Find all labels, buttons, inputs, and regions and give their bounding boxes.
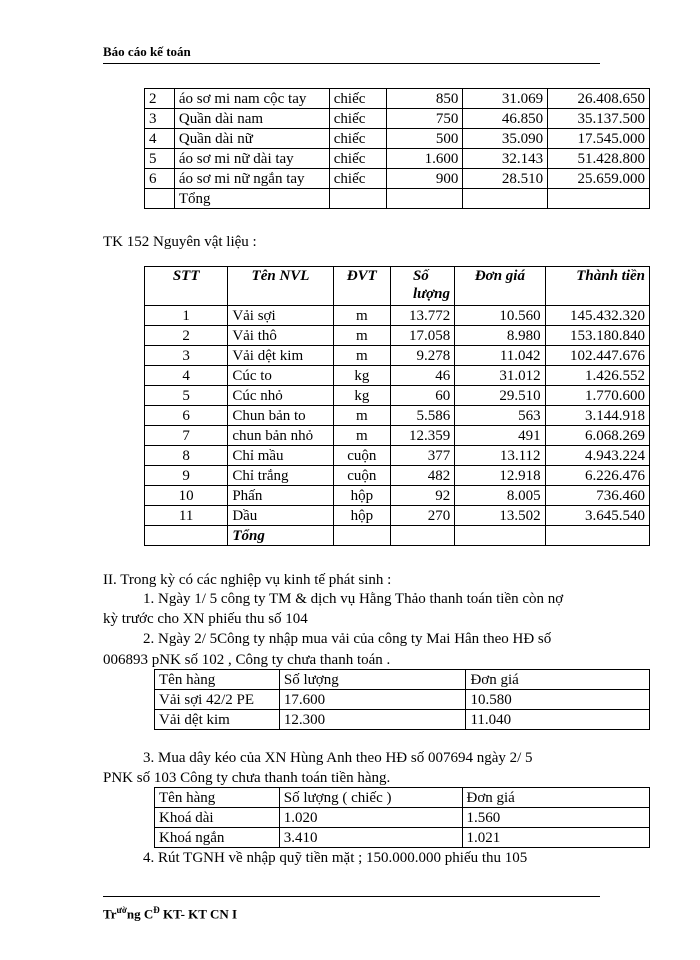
table-cell: 4 [145,366,228,386]
table-cell: 35.137.500 [548,109,650,129]
table-cell: 491 [455,426,545,446]
column-header: ĐVT [333,267,390,306]
table-cell: chiếc [329,89,386,109]
total-row [145,526,650,546]
table-cell: 3.144.918 [545,406,649,426]
table-row [145,109,650,129]
table-cell: 6.226.476 [545,466,649,486]
zipper-purchase-table [154,787,650,848]
table-cell [333,526,390,546]
table-cell: Vải sợi 42/2 PE [155,690,280,710]
section2-heading: II. Trong kỳ có các nghiệp vụ kinh tế phát sinh : [103,572,392,588]
table-cell: áo sơ mi nam cộc tay [174,89,329,109]
table-cell: 35.090 [463,129,548,149]
page-header-title: Báo cáo kế toán [103,44,191,59]
item3-line2: PNK số 103 Công ty chưa thanh toán tiền hàng. [103,770,391,786]
table-cell: 17.058 [390,326,454,346]
table-cell: 12.359 [390,426,454,446]
footer-rule [103,896,600,897]
table-cell: 32.143 [463,149,548,169]
table-row [145,386,650,406]
table-cell: 10.580 [466,690,650,710]
table-cell [329,189,386,209]
table-cell: 500 [386,129,463,149]
total-label: Tổng [228,526,333,546]
table-cell: Cúc nhỏ [228,386,333,406]
column-header: Tên hàng [155,788,280,808]
table-row [145,129,650,149]
table-cell: 26.408.650 [548,89,650,109]
table-row [145,486,650,506]
total-label: Tổng [174,189,329,209]
table-cell: 7 [145,426,228,446]
table-cell: 377 [390,446,454,466]
table-cell: 270 [390,506,454,526]
table-cell [455,526,545,546]
fabric-purchase-table [154,669,650,730]
table-cell: Vải dệt kim [228,346,333,366]
table-cell: Quần dài nam [174,109,329,129]
table-cell: 1.770.600 [545,386,649,406]
table-row [145,406,650,426]
header-rule [103,63,600,64]
table-cell: chiếc [329,129,386,149]
table-cell: Chỉ mầu [228,446,333,466]
table-row [145,149,650,169]
table-row [155,828,650,848]
table-cell: 4.943.224 [545,446,649,466]
table-cell: 25.659.000 [548,169,650,189]
materials-table [144,266,650,546]
table-cell: Vải thô [228,326,333,346]
table-cell: 9 [145,466,228,486]
page-footer: $Tr^{ườ}ng$ $C^Đ$ KT- KT CN I [103,905,238,922]
table-cell: 1.600 [386,149,463,169]
table-cell: 6.068.269 [545,426,649,446]
table-cell: 8 [145,446,228,466]
table-cell: hộp [333,486,390,506]
table-cell: cuộn [333,466,390,486]
column-header: Số lượng [279,670,466,690]
table-cell: áo sơ mi nữ dài tay [174,149,329,169]
table-cell [386,189,463,209]
table-cell: 102.447.676 [545,346,649,366]
table-cell: 17.545.000 [548,129,650,149]
column-header: Đơn giá [455,267,545,306]
table-cell: 31.012 [455,366,545,386]
item4-line: 4. Rút TGNH về nhập quỹ tiền mặt ; 150.000.000 phiếu thu 105 [143,850,528,866]
table-cell: 17.600 [279,690,466,710]
table-cell: 11 [145,506,228,526]
column-header: Đơn giá [466,670,650,690]
table-row [155,690,650,710]
table-cell: 750 [386,109,463,129]
table-cell: m [333,406,390,426]
table-cell: 153.180.840 [545,326,649,346]
table-row [145,426,650,446]
table-cell: 900 [386,169,463,189]
table-cell: 3 [145,346,228,366]
table-cell: kg [333,366,390,386]
table-cell: áo sơ mi nữ ngắn tay [174,169,329,189]
table-cell: 10.560 [455,306,545,326]
table-cell: Chỉ trắng [228,466,333,486]
table-cell: 3 [145,109,175,129]
column-header: Số lượng [390,267,454,306]
table-cell: m [333,346,390,366]
table-row [145,326,650,346]
table-cell [545,526,649,546]
table-cell: Khoá dài [155,808,280,828]
table-cell [145,189,175,209]
item1-line1: 1. Ngày 1/ 5 công ty TM & dịch vụ Hằng Thảo thanh toán tiền còn nợ [143,591,564,607]
table-cell: kg [333,386,390,406]
table-cell: 12.300 [279,710,466,730]
column-header: Đơn giá [462,788,650,808]
table-cell: 1.560 [462,808,650,828]
table-cell: 9.278 [390,346,454,366]
table-cell: 6 [145,169,175,189]
table-cell: 563 [455,406,545,426]
table-cell: 46 [390,366,454,386]
table-cell: 29.510 [455,386,545,406]
table-cell: 4 [145,129,175,149]
item2-line1: 2. Ngày 2/ 5Công ty nhập mua vải của công ty Mai Hân theo HĐ số [143,631,552,647]
table-row [145,306,650,326]
table-cell: 46.850 [463,109,548,129]
table-cell: 13.112 [455,446,545,466]
tk152-heading: TK 152 Nguyên vật liệu : [103,234,257,250]
table-cell: 12.918 [455,466,545,486]
table-cell: 482 [390,466,454,486]
item1-line2: kỳ trước cho XN phiếu thu số 104 [103,611,308,627]
table-cell: m [333,326,390,346]
table-cell: 1.020 [279,808,462,828]
table-cell: 51.428.800 [548,149,650,169]
table-cell: 92 [390,486,454,506]
table-cell: m [333,426,390,446]
table-cell: 8.005 [455,486,545,506]
table-cell: chun bản nhỏ [228,426,333,446]
column-header: Số lượng ( chiếc ) [279,788,462,808]
table-row [155,710,650,730]
table-row [145,466,650,486]
table-cell: 6 [145,406,228,426]
product-table [144,88,650,209]
table-cell: Chun bản to [228,406,333,426]
table-cell: chiếc [329,149,386,169]
table-cell: 8.980 [455,326,545,346]
total-row [145,189,650,209]
table-row [145,89,650,109]
table-cell: chiếc [329,109,386,129]
table-cell: 13.502 [455,506,545,526]
table-cell: 1.426.552 [545,366,649,386]
table-cell: 11.040 [466,710,650,730]
column-header: Tên hàng [155,670,280,690]
table-cell: Dầu [228,506,333,526]
table-row [145,346,650,366]
table-cell: m [333,306,390,326]
table-cell [145,526,228,546]
table-cell: 850 [386,89,463,109]
table-cell: hộp [333,506,390,526]
column-header: STT [145,267,228,306]
table-cell: Quần dài nữ [174,129,329,149]
table-cell: 145.432.320 [545,306,649,326]
table-cell: 28.510 [463,169,548,189]
table-row [145,446,650,466]
table-cell: 10 [145,486,228,506]
table-cell: 5 [145,149,175,169]
table-cell: 31.069 [463,89,548,109]
table-cell: Vải dệt kim [155,710,280,730]
table-cell: 5 [145,386,228,406]
table-cell: 13.772 [390,306,454,326]
column-header: Thành tiền [545,267,649,306]
table-row [155,808,650,828]
table-row [145,169,650,189]
table-cell [463,189,548,209]
table-row [145,366,650,386]
table-row [145,506,650,526]
table-cell: 736.460 [545,486,649,506]
table-cell: Vải sợi [228,306,333,326]
table-cell: 2 [145,326,228,346]
table-cell: Phấn [228,486,333,506]
table-cell: cuộn [333,446,390,466]
table-cell: 1 [145,306,228,326]
table-cell [548,189,650,209]
table-cell: 60 [390,386,454,406]
item3-line1: 3. Mua dây kéo của XN Hùng Anh theo HĐ số 007694 ngày 2/ 5 [143,750,533,766]
table-cell: Cúc to [228,366,333,386]
table-cell: 3.645.540 [545,506,649,526]
column-header: Tên NVL [228,267,333,306]
item2-line2: 006893 pNK số 102 , Công ty chưa thanh toán . [103,652,391,668]
table-cell: Khoá ngắn [155,828,280,848]
table-cell: 3.410 [279,828,462,848]
table-cell: 5.586 [390,406,454,426]
table-cell: 11.042 [455,346,545,366]
table-cell [390,526,454,546]
table-cell: chiếc [329,169,386,189]
table-cell: 1.021 [462,828,650,848]
table-cell: 2 [145,89,175,109]
